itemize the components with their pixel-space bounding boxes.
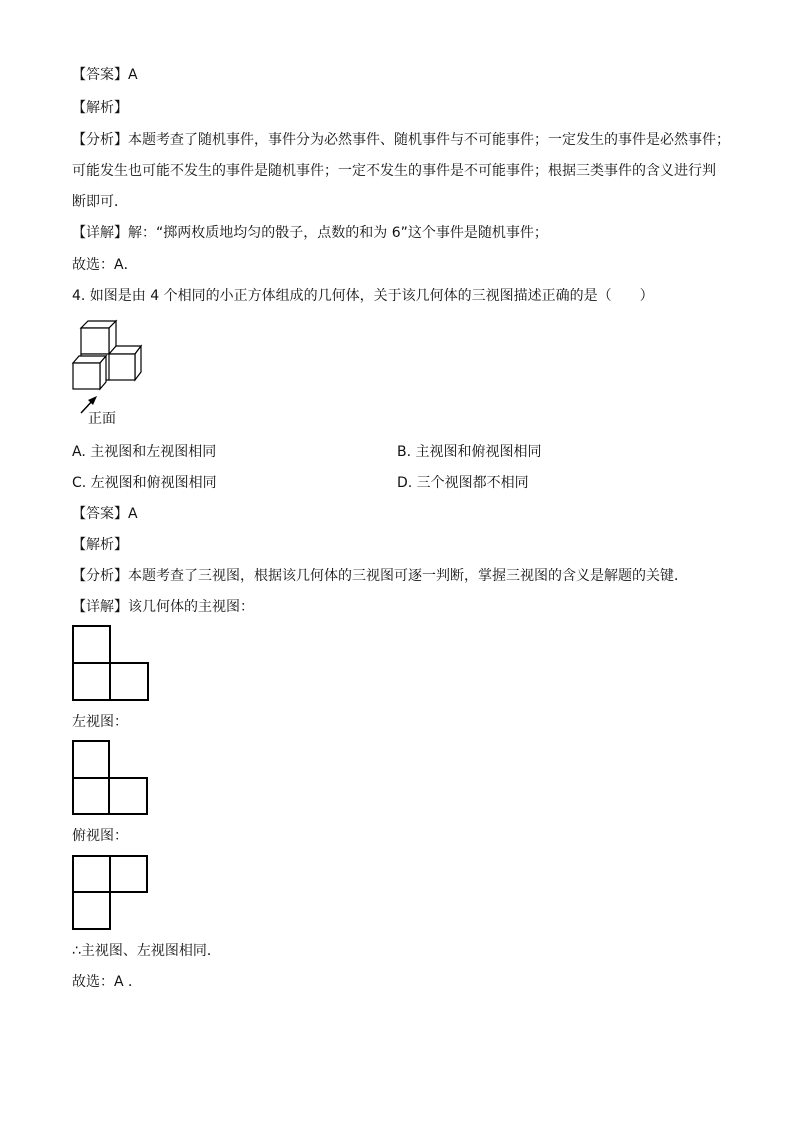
option-a: A. 主视图和左视图相同 — [72, 444, 217, 460]
q3-analysis-line-2: 可能发生也可能不发生的事件是随机事件；一定不发生的事件是不可能事件；根据三类事件的含义进行判 — [72, 163, 716, 179]
option-d: D. 三个视图都不相同 — [397, 475, 529, 491]
figure-front-label: 正面 — [88, 411, 116, 427]
option-c: C. 左视图和俯视图相同 — [72, 475, 217, 491]
q4-analysis-label: 【解析】 — [72, 537, 128, 553]
q4-analysis-text: 本题考查了三视图，根据该几何体的三视图可逐一判断，掌握三视图的含义是解题的关键． — [128, 568, 688, 584]
q4-detail-tag: 【详解】 — [72, 599, 128, 615]
q4-choice: 故选：A ． — [72, 974, 143, 990]
q4-conclusion: ∴主视图、左视图相同． — [72, 943, 221, 959]
option-b: B. 主视图和俯视图相同 — [397, 444, 542, 460]
q3-detail-tag: 【详解】 — [72, 225, 128, 241]
q3-choice: 故选：A． — [72, 257, 138, 273]
q4-answer: 【答案】A — [72, 506, 138, 522]
left-view-label: 左视图： — [72, 714, 128, 730]
q3-analysis-label: 【解析】 — [72, 100, 128, 116]
q3-analysis-tag: 【分析】 — [72, 132, 128, 148]
q3-detail-text: 解：“掷两枚质地均匀的骰子，点数的和为 6”这个事件是随机事件； — [128, 225, 548, 241]
q3-analysis-line-3: 断即可． — [72, 194, 128, 210]
q3-analysis-text-1: 本题考查了随机事件，事件分为必然事件、随机事件与不可能事件；一定发生的事件是必然事件； — [128, 132, 730, 148]
q4-stem: 4. 如图是由 4 个相同的小正方体组成的几何体，关于该几何体的三视图描述正确的是（ ） — [72, 288, 654, 304]
q4-detail-text: 该几何体的主视图： — [128, 599, 254, 615]
top-view-label: 俯视图： — [72, 828, 128, 844]
q3-answer: 【答案】A — [72, 67, 138, 83]
q4-analysis-tag: 【分析】 — [72, 568, 128, 584]
